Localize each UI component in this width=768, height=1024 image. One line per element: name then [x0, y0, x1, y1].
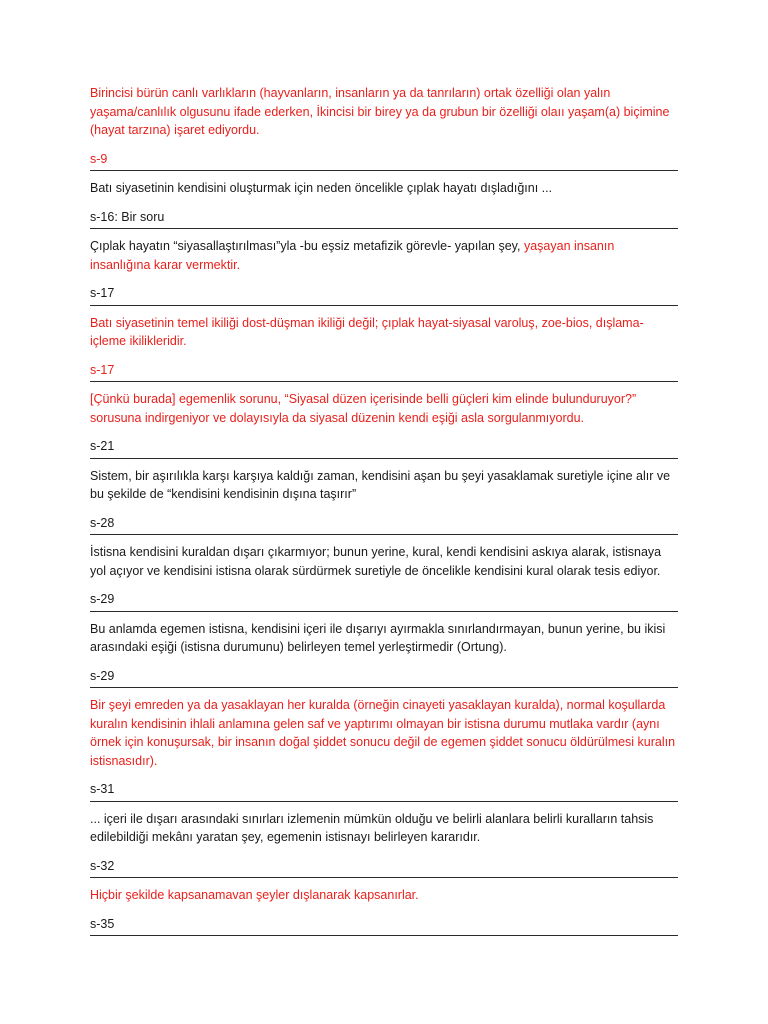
quote-text: Hiçbir şekilde kapsanamavan şeyler dışlanarak kapsanırlar.: [90, 888, 419, 902]
quote-entry: [90, 84, 678, 171]
quote-text: Sistem, bir aşırılıkla karşı karşıya kaldığı zaman, kendisini aşan bu şeyi yasaklamak suretiyle içine alır ve bu şekilde de “kendisini kendisinin dışına taşırır”: [90, 468, 671, 501]
quote-text: Bir şeyi emreden ya da yasaklayan her kuralda (örneğin cinayeti yasaklayan kuralda), normal koşullarda kuralın kendisinin ihlali anlamına gelen saf ve yaptırımı olmayan bir istisna durumu mutlaka vardır (aynı örnek için konuşursak, bir insanın doğal şiddet sonucu değil de egemen şiddet sonucu öldürülmesi kuralın istisnasıdır).: [90, 698, 676, 768]
page-reference: s-17: [90, 284, 678, 306]
quote-entry: [90, 696, 678, 802]
quote-text: Batı siyasetinin temel ikiliği dost-düşman ikiliği değil; çıplak hayat-siyasal varoluş, zoe-bios, dışlama-içleme ikilikleridir.: [90, 315, 644, 348]
quote-text: İstisna kendisini kuraldan dışarı çıkarmıyor; bunun yerine, kural, kendi kendisini askıya alarak, istisnaya yol açıyor ve kendisini istisna olarak sürdürmek suretiyle de öncelikle kendisini kural olarak tesis ediyor.: [90, 545, 662, 578]
quote-text: Birincisi bürün canlı varlıkların (hayvanların, insanların ya da tanrıların) ortak özelliği olan yalın yaşama/canlılık olgusunu ifade ederken, İkincisi bir birey ya da grubun bir özelliği olaıı yaşam(a) biçimine (hayat tarzına) işaret ediyordu.: [90, 86, 670, 137]
page-reference: s-16: Bir soru: [90, 208, 678, 230]
quote-entry: [90, 390, 678, 459]
quote-text: ... içeri ile dışarı arasındaki sınırları izlemenin mümkün olduğu ve belirli alanlara belirli kuralların tahsis edilebildiği mekânı yaratan şey, egemenin istisnayı belirleyen kararıdır.: [90, 811, 654, 844]
page-reference: s-32: [90, 857, 678, 879]
quote-text-highlighted: yaşayan insanın insanlığına karar vermektir.: [90, 239, 615, 272]
document-page: [90, 84, 678, 944]
page-reference: s-28: [90, 514, 678, 536]
page-reference: s-29: [90, 667, 678, 689]
quote-entry: [90, 179, 678, 229]
page-reference: s-9: [90, 150, 678, 172]
quote-entry: [90, 237, 678, 306]
quote-entry: [90, 886, 678, 936]
quote-entry: [90, 620, 678, 689]
page-reference: s-17: [90, 361, 678, 383]
quote-entry: [90, 810, 678, 879]
page-reference: s-31: [90, 780, 678, 802]
page-reference: s-35: [90, 915, 678, 937]
page-reference: s-29: [90, 590, 678, 612]
quote-text: Bu anlamda egemen istisna, kendisini içeri ile dışarıyı ayırmakla sınırlandırmayan, bunun yerine, bu ikisi arasındaki eşiği (istisna durumunu) belirleyen temel yerleştirmedir (Ortung).: [90, 621, 666, 654]
quote-text: Batı siyasetinin kendisini oluşturmak için neden öncelikle çıplak hayatı dışladığını ...: [90, 181, 553, 195]
quote-text: [Çünkü burada] egemenlik sorunu, “Siyasal düzen içerisinde belli güçleri kim elinde bulunduruyor?” sorusuna indirgeniyor ve dolayısıyla da siyasal düzenin kendi eşiği asla sorgulanmıyordu.: [90, 392, 637, 425]
quote-text-plain: Çıplak hayatın “siyasallaştırılması”yla -bu eşsiz metafizik görevle- yapılan şey,: [90, 239, 524, 253]
quote-text: [90, 237, 678, 274]
quote-entry: [90, 314, 678, 383]
page-reference: s-21: [90, 437, 678, 459]
quote-entry: [90, 467, 678, 536]
quote-entry: [90, 543, 678, 612]
